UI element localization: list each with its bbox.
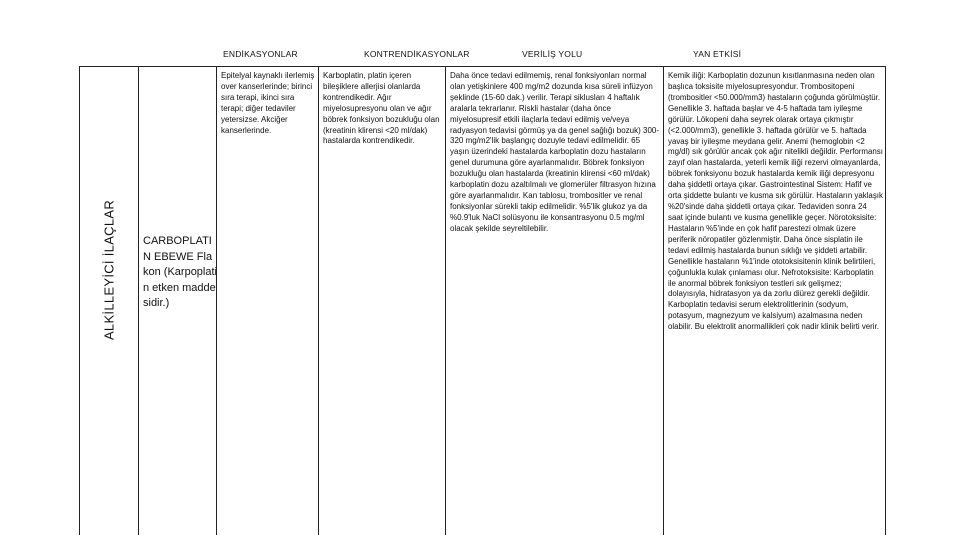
header-contraindications: KONTRENDİKASYONLAR: [364, 49, 470, 59]
drug-name: CARBOPLATIN EBEWE Flakon (Karpoplatin etken maddesidir.): [143, 235, 217, 309]
indications-cell: [216, 67, 318, 535]
route-cell: [445, 67, 663, 535]
header-side-effects: YAN ETKİSİ: [693, 49, 742, 59]
contraindications-cell: [318, 67, 445, 535]
row-group-cell: [79, 67, 138, 535]
route-text: Daha önce tedavi edilmemiş, renal fonksiyonları normal olan yetişkinlere 400 mg/m2 dozunda kısa süreli infüzyon şeklinde (15-60 dak.) verilir. Terapi siklusları 4 haftalık aralarla tekrarlanır. Riskli hastalar (daha önce miyelosupresif etkili ilaçlarla tedavi edilmiş ve/veya radyasyon tedavisi görmüş ya da genel sağlığı bozuk) 300-320 mg/m2'lik başlangıç dozuyle tedavi edilmelidir. 65 yaşın üzerindeki hastalarda karboplatin dozu hastaların genel durumuna göre ayarlanmalıdır. Böbrek fonksiyon bozukluğu olan hastalarda (kreatinin klirensi <60 ml/dak) karboplatin dozu azaltılmalı ve glomerüler filtrasyon hızına göre ayarlanmalıdır. Kan tablosu, trombositler ve renal fonksiyonlar sürekli takip edilmelidir. %5'lik glukoz ya da %0.9'luk NaCl solüsyonu ile konsantrasyonu 0.5 mg/ml olacak şekilde seyreltilebilir.: [450, 71, 660, 233]
header-route: VERİLİŞ YOLU: [522, 49, 583, 59]
drug-name-cell: [138, 67, 216, 535]
row-group-label: ALKİLLEYİCİ İLAÇLAR: [101, 199, 117, 341]
contraindications-text: Karboplatin, platin içeren bileşiklere allerjisi olanlarda kontrendikedir. Ağır miyelosupresyonu olan ve ağır böbrek fonksiyon bozukluğu olan (kreatinin klirensi <20 ml/dak) hastalarda kontrendikedir.: [323, 71, 440, 146]
side-effects-text: Kemik iliği: Karboplatin dozunun kısıtlanmasına neden olan başlıca toksisite miyelosupresyondur. Trombositopeni (trombositler <50.000/mm3) hastaların çoğunda görülmüştür. Genellikle 3. haftada başlar ve 4-5 haftada tam iyileşme görülür. Lökopeni daha seyrek olarak ortaya çıkmıştır (<2.000/mm3), genellikle 3. haftada görülür ve 5. haftada yavaş bir iyileşme meydana gelir. Anemi (hemoglobin <2 mg/dl) sık görülür ancak çok ağır nitelikli değildir. Performansı zayıf olan hastalarda, yeterli kemik iliği rezervi olmayanlarda, böbrek fonksiyonu bozuk hastalarda kemik iliği depresyonu daha şiddetli ortaya çıkar. Gastrointestinal Sistem: Hafif ve orta şiddette bulantı ve kusma sık görülür. Hastaların yaklaşık %20'sinde daha şiddetli ortaya çıkar. Tedaviden sonra 24 saat içinde bulantı ve kusma genellikle geçer. Nörotoksisite: Hastaların %5'inde en çok hafif parestezi olmak üzere periferik nöropatiler gözlenmiştir. Daha önce sisplatin ile tedavi edilmiş hastalarda bunun sıklığı ve şiddeti artabilir. Genellikle hastaların %1'inde ototoksisitenin klinik belirtileri, çoğunlukla kulak çınlaması olur. Nefrotoksisite: Karboplatin ile anormal böbrek fonksiyon testleri sık gelişmez; dolayısıyla, hidratasyon ya da zorlu diürez gerekli değildir. Karboplatin tedavisi serum elektrolitlerinin (sodyum, potasyum, magnezyum ve kalsiyum) azalmasına neden olabilir. Bu elektrolit anormallikleri çok nadir klinik belirti verir.: [668, 71, 883, 332]
drug-table: [79, 66, 886, 535]
header-indications: ENDİKASYONLAR: [223, 49, 298, 59]
indications-text: Epitelyal kaynaklı ilerlemiş over kanserlerinde; birinci sıra terapi, ikinci sıra terapi; diğer tedaviler yetersizse. Akciğer kanserlerinde.: [221, 71, 315, 135]
side-effects-cell: [663, 67, 886, 535]
